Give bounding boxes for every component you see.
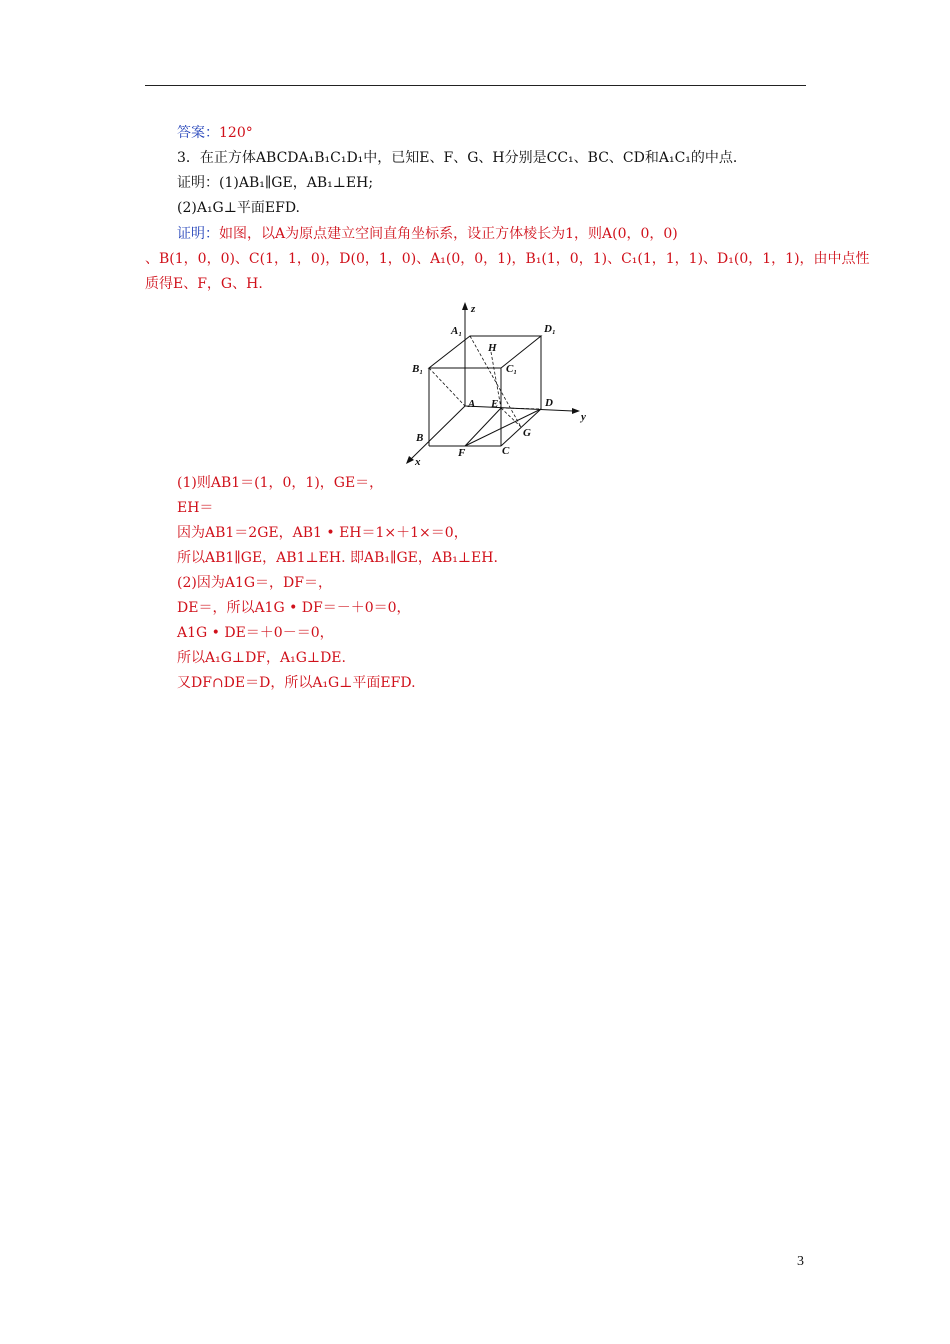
problem-statement: 3．在正方体ABCDA₁B₁C₁D₁中，已知E、F、G、H分别是CC₁、BC、CD和A₁C₁的中点． [177, 150, 747, 166]
proof-step-1: (1)则AB1＝(1，0，1)，GE＝， [177, 475, 384, 491]
proof-step-7: A1G • DE＝＋0－＝0， [177, 625, 334, 641]
label-g: G [523, 427, 531, 439]
problem-part2: (2)A₁G⊥平面EFD. [177, 200, 301, 216]
proof-step-3: 因为AB1＝2GE，AB1 • EH＝1×＋1×＝0， [177, 525, 468, 541]
proof-step-2: EH＝ [177, 500, 214, 516]
label-y: y [581, 411, 586, 423]
proof-step-4: 所以AB1∥GE，AB1⊥EH. 即AB₁∥GE，AB₁⊥EH. [177, 550, 498, 566]
label-d: D [545, 397, 553, 409]
y-axis [465, 406, 573, 411]
proof-intro: 如图，以A为原点建立空间直角坐标系，设正方体棱长为1，则A(0，0，0) [219, 226, 678, 242]
label-e: E [491, 398, 499, 410]
answer-line [177, 124, 253, 142]
label-a1: A₁ [451, 325, 463, 337]
label-h: H [488, 342, 497, 354]
problem-part1: 证明：(1)AB₁∥GE，AB₁⊥EH; [177, 175, 374, 191]
answer-label: 答案： [177, 125, 219, 141]
cube-figure [405, 298, 595, 468]
label-z: z [471, 303, 476, 315]
label-d1: D₁ [544, 323, 556, 335]
edge-cd [501, 409, 541, 446]
proof-step-6: DE＝，所以A1G • DF＝－＋0＝0， [177, 600, 411, 616]
answer-value: 120° [219, 125, 253, 141]
label-b1: B₁ [412, 363, 424, 375]
label-f: F [458, 447, 466, 459]
proof-coords: 、B(1，0，0)、C(1，1，0)，D(0，1，0)、A₁(0，0，1)，B₁(1，0，1)、C₁(1，1，1)、D₁(0，1，1)，由中点性 [145, 251, 870, 267]
y-axis-arrow [572, 408, 580, 414]
proof-label: 证明： [177, 226, 219, 242]
proof-midpoints: 质得E、F，G、H. [145, 276, 263, 292]
proof-intro-line [177, 225, 678, 243]
label-a: A [468, 398, 476, 410]
page-number: 3 [797, 1254, 804, 1269]
proof-step-9: 又DF∩DE＝D，所以A₁G⊥平面EFD. [177, 675, 416, 691]
dashed-ab1 [429, 368, 465, 406]
label-b: B [416, 432, 424, 444]
proof-step-5: (2)因为A1G＝，DF＝， [177, 575, 332, 591]
label-c: C [502, 445, 510, 457]
z-axis-arrow [462, 302, 468, 310]
label-c1: C₁ [506, 363, 518, 375]
label-x: x [415, 456, 421, 468]
proof-step-8: 所以A₁G⊥DF，A₁G⊥DE. [177, 650, 346, 666]
header-rule [145, 85, 806, 86]
segment-fe [465, 408, 501, 446]
